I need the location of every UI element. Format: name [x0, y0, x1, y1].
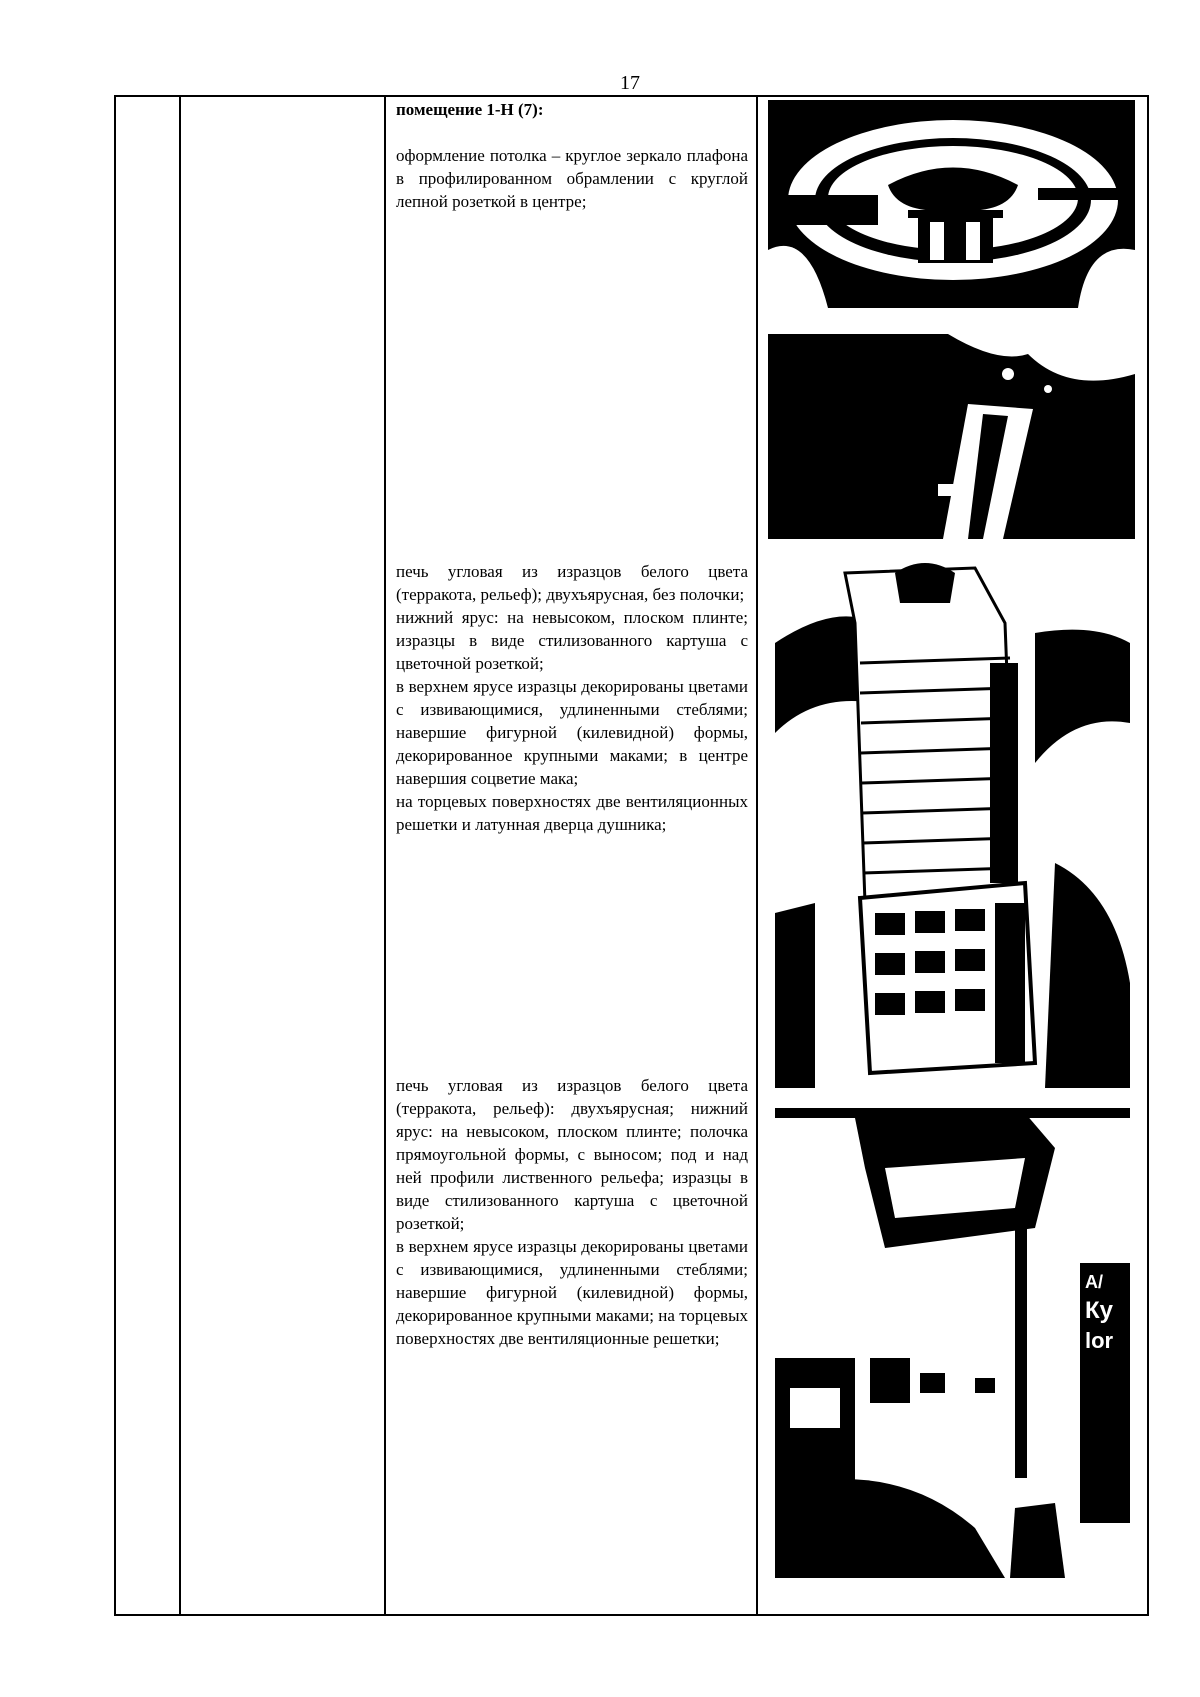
stove-1-line: на торцевых поверхностях две вентиляционных решетки и латунная дверца душника;: [396, 792, 748, 834]
table-column-divider: [179, 96, 181, 1616]
ceiling-text: оформление потолка – круглое зеркало плафона в профилированном обрамлении с круглой лепной розеткой в центре;: [396, 146, 748, 211]
table-border-top: [114, 95, 1149, 97]
corner-stove-with-shelf-photo: [775, 1108, 1130, 1578]
sign-text-line: А/: [1085, 1272, 1103, 1292]
stove-1-line: нижний ярус: на невысоком, плоском плинте; изразцы в виде стилизованного картуша с цветочной розеткой;: [396, 608, 748, 673]
ceiling-description: [396, 98, 748, 213]
stove-2-line: печь угловая из изразцов белого цвета (терракота, рельеф): двухъярусная; нижний ярус: на невысоком, плоском плинте; полочка прямоугольной формы, с выносом; под и над ней профили лиственного рельефа; изразцы в виде стилизованного картуша с цветочной розеткой;: [396, 1076, 748, 1233]
table-border-left: [114, 96, 116, 1616]
stove-1-line: в верхнем ярусе изразцы декорированы цветами с извивающимися, удлиненными стеблями; навершие фигурной (килевидной) формы, декорированное крупными маками; в центре навершия соцветие мака;: [396, 677, 748, 788]
table-border-bottom: [114, 1614, 1149, 1616]
table-column-divider: [384, 96, 386, 1616]
ceiling-rosette-photo: [768, 100, 1135, 308]
sign-text-line: Ку: [1085, 1297, 1113, 1324]
stove-2-description: [396, 1074, 748, 1350]
table-border-right: [1147, 96, 1149, 1616]
corner-stove-photo: [775, 563, 1130, 1088]
sign-text-line: lor: [1085, 1328, 1114, 1353]
stove-1-line: печь угловая из изразцов белого цвета (терракота, рельеф); двухъярусная, без полочки;: [396, 562, 748, 604]
table-column-divider: [756, 96, 758, 1616]
ceiling-detail-photo: [768, 334, 1135, 539]
room-heading: помещение 1-Н (7):: [396, 100, 544, 119]
stove-2-line: в верхнем ярусе изразцы декорированы цветами с извивающимися, удлиненными стеблями; навершие фигурной (килевидной) формы, декорированное крупными маками; на торцевых поверхностях две вентиляционные решетки;: [396, 1237, 748, 1348]
stove-1-description: [396, 560, 748, 836]
page-number: 17: [620, 72, 640, 94]
